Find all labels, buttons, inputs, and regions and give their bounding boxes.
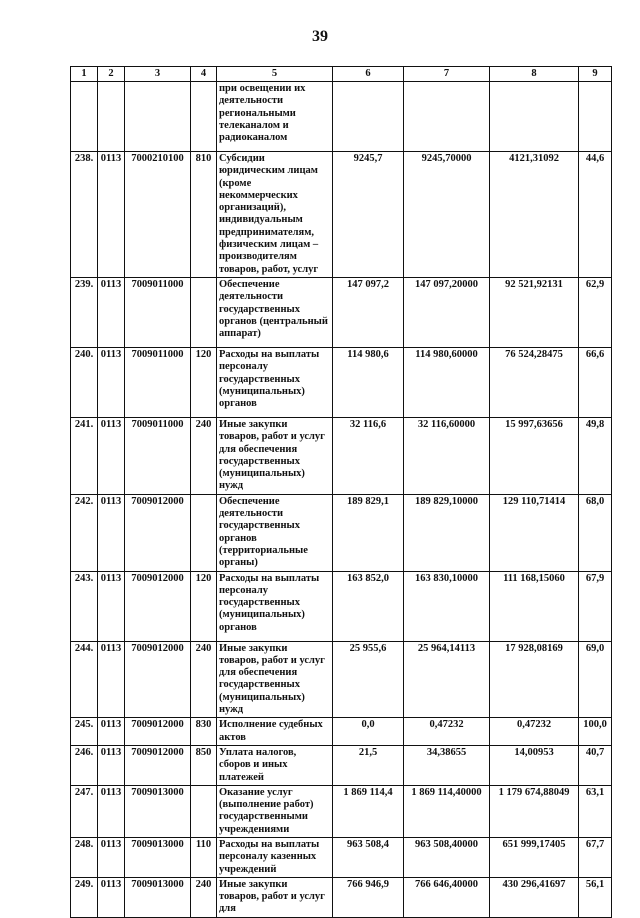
description-cell: Уплата налогов, сборов и иных платежей (217, 745, 333, 785)
refined-amount-cell: 1 869 114,40000 (404, 785, 490, 837)
percent-cell: 66,6 (579, 347, 612, 417)
description-cell: Исполнение судебных актов (217, 718, 333, 746)
executed-amount-cell: 651 999,17405 (490, 837, 579, 877)
expense-type-cell: 830 (191, 718, 217, 746)
description-cell: при освещении их деятельности региональными телеканалом и радиоканалом (217, 82, 333, 152)
section-code-cell: 0113 (98, 152, 125, 278)
description-cell: Обеспечение деятельности государственных органов (территориальные органы) (217, 494, 333, 571)
refined-amount-cell: 9245,70000 (404, 152, 490, 278)
description-cell: Расходы на выплаты персоналу казенных учреждений (217, 837, 333, 877)
percent-cell (579, 82, 612, 152)
description-cell: Расходы на выплаты персоналу государственных (муниципальных) органов (217, 347, 333, 417)
expense-type-cell: 810 (191, 152, 217, 278)
column-header: 9 (579, 67, 612, 82)
executed-amount-cell: 4121,31092 (490, 152, 579, 278)
planned-amount-cell: 1 869 114,4 (333, 785, 404, 837)
section-code-cell: 0113 (98, 718, 125, 746)
table-row (71, 571, 612, 641)
planned-amount-cell: 21,5 (333, 745, 404, 785)
row-number-cell: 246. (71, 745, 98, 785)
percent-cell: 100,0 (579, 718, 612, 746)
refined-amount-cell: 147 097,20000 (404, 277, 490, 347)
description-cell: Обеспечение деятельности государственных органов (центральный аппарат) (217, 277, 333, 347)
planned-amount-cell: 0,0 (333, 718, 404, 746)
planned-amount-cell: 147 097,2 (333, 277, 404, 347)
section-code-cell: 0113 (98, 494, 125, 571)
percent-cell: 62,9 (579, 277, 612, 347)
column-header: 1 (71, 67, 98, 82)
planned-amount-cell: 766 946,9 (333, 877, 404, 917)
section-code-cell: 0113 (98, 277, 125, 347)
planned-amount-cell: 963 508,4 (333, 837, 404, 877)
expense-type-cell: 850 (191, 745, 217, 785)
expense-type-cell: 120 (191, 571, 217, 641)
percent-cell: 56,1 (579, 877, 612, 917)
executed-amount-cell: 111 168,15060 (490, 571, 579, 641)
executed-amount-cell: 0,47232 (490, 718, 579, 746)
refined-amount-cell: 163 830,10000 (404, 571, 490, 641)
expense-type-cell (191, 494, 217, 571)
budget-table (70, 66, 612, 918)
refined-amount-cell: 0,47232 (404, 718, 490, 746)
expense-type-cell: 120 (191, 347, 217, 417)
refined-amount-cell: 34,38655 (404, 745, 490, 785)
executed-amount-cell: 17 928,08169 (490, 641, 579, 718)
column-header: 6 (333, 67, 404, 82)
executed-amount-cell: 1 179 674,88049 (490, 785, 579, 837)
executed-amount-cell (490, 82, 579, 152)
planned-amount-cell (333, 82, 404, 152)
target-article-cell: 7009012000 (125, 571, 191, 641)
row-number-cell: 242. (71, 494, 98, 571)
expense-type-cell: 240 (191, 641, 217, 718)
refined-amount-cell: 766 646,40000 (404, 877, 490, 917)
table-row (71, 837, 612, 877)
table-row (71, 745, 612, 785)
section-code-cell: 0113 (98, 837, 125, 877)
executed-amount-cell: 76 524,28475 (490, 347, 579, 417)
refined-amount-cell (404, 82, 490, 152)
row-number-cell (71, 82, 98, 152)
section-code-cell: 0113 (98, 347, 125, 417)
column-header: 7 (404, 67, 490, 82)
refined-amount-cell: 25 964,14113 (404, 641, 490, 718)
section-code-cell: 0113 (98, 641, 125, 718)
planned-amount-cell: 25 955,6 (333, 641, 404, 718)
target-article-cell: 7009011000 (125, 277, 191, 347)
description-cell: Оказание услуг (выполнение работ) государственными учреждениями (217, 785, 333, 837)
planned-amount-cell: 163 852,0 (333, 571, 404, 641)
column-header: 8 (490, 67, 579, 82)
executed-amount-cell: 129 110,71414 (490, 494, 579, 571)
description-cell: Иные закупки товаров, работ и услуг для (217, 877, 333, 917)
executed-amount-cell: 14,00953 (490, 745, 579, 785)
target-article-cell (125, 82, 191, 152)
refined-amount-cell: 114 980,60000 (404, 347, 490, 417)
target-article-cell: 7009013000 (125, 877, 191, 917)
table-row (71, 877, 612, 917)
row-number-cell: 245. (71, 718, 98, 746)
percent-cell: 67,7 (579, 837, 612, 877)
expense-type-cell (191, 82, 217, 152)
row-number-cell: 248. (71, 837, 98, 877)
target-article-cell: 7009011000 (125, 347, 191, 417)
column-header: 5 (217, 67, 333, 82)
expense-type-cell (191, 277, 217, 347)
target-article-cell: 7000210100 (125, 152, 191, 278)
row-number-cell: 240. (71, 347, 98, 417)
row-number-cell: 243. (71, 571, 98, 641)
target-article-cell: 7009012000 (125, 745, 191, 785)
header-row (71, 67, 612, 82)
column-header: 3 (125, 67, 191, 82)
refined-amount-cell: 189 829,10000 (404, 494, 490, 571)
target-article-cell: 7009012000 (125, 718, 191, 746)
section-code-cell: 0113 (98, 571, 125, 641)
percent-cell: 40,7 (579, 745, 612, 785)
target-article-cell: 7009012000 (125, 494, 191, 571)
expense-type-cell (191, 785, 217, 837)
table-row (71, 82, 612, 152)
target-article-cell: 7009013000 (125, 785, 191, 837)
table-row (71, 152, 612, 278)
executed-amount-cell: 430 296,41697 (490, 877, 579, 917)
executed-amount-cell: 15 997,63656 (490, 417, 579, 494)
description-cell: Расходы на выплаты персоналу государственных (муниципальных) органов (217, 571, 333, 641)
row-number-cell: 241. (71, 417, 98, 494)
refined-amount-cell: 32 116,60000 (404, 417, 490, 494)
percent-cell: 67,9 (579, 571, 612, 641)
table-row (71, 718, 612, 746)
description-cell: Субсидии юридическим лицам (кроме некоммерческих организаций), индивидуальным предпринимателям, физическим лицам – производителям товаров, работ, услуг (217, 152, 333, 278)
column-header: 4 (191, 67, 217, 82)
percent-cell: 69,0 (579, 641, 612, 718)
column-header: 2 (98, 67, 125, 82)
table-row (71, 785, 612, 837)
expense-type-cell: 110 (191, 837, 217, 877)
table-row (71, 641, 612, 718)
section-code-cell: 0113 (98, 785, 125, 837)
expense-type-cell: 240 (191, 417, 217, 494)
section-code-cell: 0113 (98, 745, 125, 785)
description-cell: Иные закупки товаров, работ и услуг для обеспечения государственных (муниципальных) нужд (217, 417, 333, 494)
executed-amount-cell: 92 521,92131 (490, 277, 579, 347)
row-number-cell: 244. (71, 641, 98, 718)
planned-amount-cell: 114 980,6 (333, 347, 404, 417)
percent-cell: 63,1 (579, 785, 612, 837)
expense-type-cell: 240 (191, 877, 217, 917)
planned-amount-cell: 189 829,1 (333, 494, 404, 571)
table-row (71, 277, 612, 347)
description-cell: Иные закупки товаров, работ и услуг для обеспечения государственных (муниципальных) нужд (217, 641, 333, 718)
section-code-cell: 0113 (98, 417, 125, 494)
target-article-cell: 7009011000 (125, 417, 191, 494)
table-row (71, 494, 612, 571)
target-article-cell: 7009013000 (125, 837, 191, 877)
page-number: 39 (312, 28, 328, 45)
section-code-cell: 0113 (98, 877, 125, 917)
row-number-cell: 239. (71, 277, 98, 347)
refined-amount-cell: 963 508,40000 (404, 837, 490, 877)
row-number-cell: 247. (71, 785, 98, 837)
percent-cell: 44,6 (579, 152, 612, 278)
planned-amount-cell: 9245,7 (333, 152, 404, 278)
planned-amount-cell: 32 116,6 (333, 417, 404, 494)
target-article-cell: 7009012000 (125, 641, 191, 718)
percent-cell: 68,0 (579, 494, 612, 571)
row-number-cell: 249. (71, 877, 98, 917)
row-number-cell: 238. (71, 152, 98, 278)
table-row (71, 347, 612, 417)
percent-cell: 49,8 (579, 417, 612, 494)
section-code-cell (98, 82, 125, 152)
table-row (71, 417, 612, 494)
